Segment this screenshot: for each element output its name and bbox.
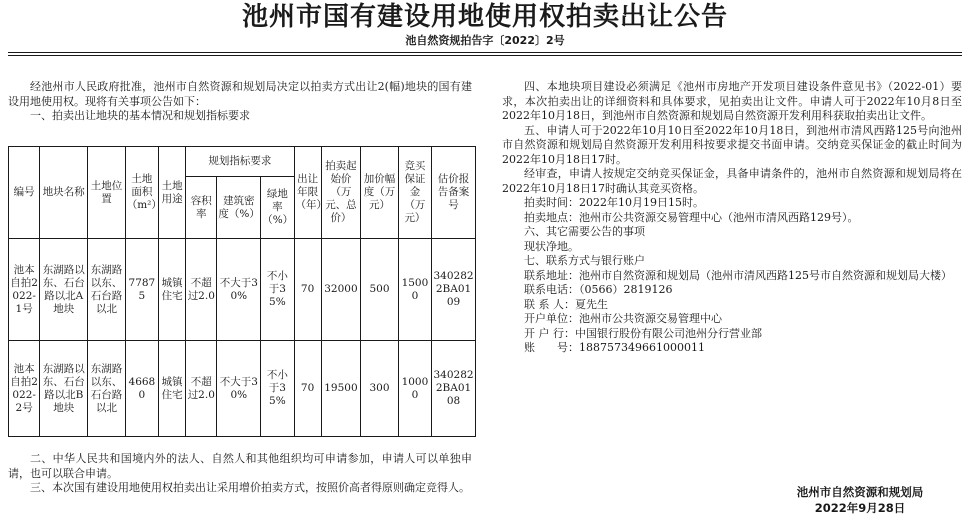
header-term: 出让年限（年） bbox=[294, 147, 321, 239]
signature-date: 2022年9月28日 bbox=[814, 501, 906, 515]
section-6-content: 现状净地。 bbox=[524, 239, 579, 253]
cell-no: 池本自拍2022-2号 bbox=[9, 341, 40, 437]
header-far: 容积率 bbox=[186, 177, 217, 239]
cell-use: 城镇住宅 bbox=[159, 341, 186, 437]
right-column bbox=[502, 80, 962, 356]
signature-org: 池州市自然资源和规划局 bbox=[796, 485, 924, 499]
cell-density: 不大于30% bbox=[217, 341, 261, 437]
auction-time: 拍卖时间：2022年10月19日15时。 bbox=[524, 196, 704, 209]
qualification-paragraph: 经审查，申请人按规定交纳竞买保证金，具备申请条件的，池州市自然资源和规划局将在2022年10月18日17时确认其竞买资格。 bbox=[502, 167, 962, 195]
cell-area: 77875 bbox=[125, 239, 158, 341]
header-planning-group: 规划指标要求 bbox=[186, 147, 294, 177]
auction-place: 拍卖地点：池州市公共资源交易管理中心（池州市清风西路129号）。 bbox=[524, 210, 859, 224]
cell-density: 不大于30% bbox=[217, 239, 261, 341]
land-parcel-table bbox=[8, 146, 476, 437]
cell-use: 城镇住宅 bbox=[159, 239, 186, 341]
bank-name: 开 户 行：中国银行股份有限公司池州分行营业部 bbox=[524, 326, 762, 340]
header-start-price: 拍卖起始价（万元、总价） bbox=[321, 147, 361, 239]
cell-term: 70 bbox=[294, 341, 321, 437]
cell-increment: 500 bbox=[361, 239, 399, 341]
header-rule-bottom bbox=[8, 55, 962, 56]
cell-far: 不超过2.0 bbox=[186, 239, 217, 341]
intro-column bbox=[8, 80, 472, 124]
header-area: 土地面积（m²） bbox=[125, 147, 158, 239]
cell-deposit: 10000 bbox=[398, 341, 431, 437]
header-location: 土地位置 bbox=[88, 147, 126, 239]
cell-start-price: 19500 bbox=[321, 341, 361, 437]
section-5-paragraph: 五、申请人可于2022年10月10日至2022年10月18日，到池州市清风西路125号向池州市自然资源和规划局自然资源开发利用科按要求提交书面申请。交纳竞买保证金的截止时间为2022年10月18日17时。 bbox=[502, 123, 962, 166]
account-unit: 开户单位：池州市公共资源交易管理中心 bbox=[524, 312, 722, 325]
contact-phone: 联系电话：（0566）2819126 bbox=[524, 283, 673, 296]
cell-area: 46680 bbox=[125, 341, 158, 437]
header-use: 土地用途 bbox=[159, 147, 186, 239]
section-3-paragraph: 三、本次国有建设用地使用权拍卖出让采用增价拍卖方式，按照价高者得原则确定竞得人。 bbox=[30, 481, 470, 494]
cell-increment: 300 bbox=[361, 341, 399, 437]
header-record: 估价报告备案号 bbox=[432, 147, 476, 239]
section-2-paragraph: 二、中华人民共和国境内外的法人、自然人和其他组织均可申请参加，申请人可以单独申请，也可以联合申请。 bbox=[8, 452, 472, 480]
cell-record: 3402822BA0109 bbox=[432, 239, 476, 341]
notice-title: 池州市国有建设用地使用权拍卖出让公告 bbox=[241, 2, 728, 32]
cell-record: 3402822BA0108 bbox=[432, 341, 476, 437]
section-1-heading: 一、拍卖出让地块的基本情况和规划指标要求 bbox=[30, 109, 250, 122]
header-density: 建筑密度（%） bbox=[217, 177, 261, 239]
contact-address: 联系地址：池州市自然资源和规划局（池州市清风西路125号市自然资源和规划局大楼） bbox=[524, 268, 952, 282]
cell-name: 东湖路以东、石台路以北B地块 bbox=[40, 341, 88, 437]
header-name: 地块名称 bbox=[40, 147, 88, 239]
header-rule-top bbox=[8, 52, 962, 53]
cell-location: 东湖路以东、石台路以北 bbox=[88, 239, 126, 341]
table-row bbox=[9, 239, 476, 341]
cell-name: 东湖路以东、石台路以北A地块 bbox=[40, 239, 88, 341]
account-number: 账 号：188757349661000011 bbox=[524, 341, 705, 354]
section-7-heading: 七、联系方式与银行账户 bbox=[524, 254, 645, 267]
contact-person: 联 系 人：夏先生 bbox=[524, 297, 608, 311]
cell-term: 70 bbox=[294, 239, 321, 341]
intro-paragraph: 经池州市人民政府批准，池州市自然资源和规划局决定以拍卖方式出让2(幅)地块的国有建设用地使用权。现将有关事项公告如下： bbox=[8, 80, 472, 108]
table-row bbox=[9, 341, 476, 437]
header-green: 绿地率（%） bbox=[261, 177, 294, 239]
notice-number: 池自然资规拍告字〔2022〕2号 bbox=[405, 34, 565, 47]
cell-no: 池本自拍2022-1号 bbox=[9, 239, 40, 341]
cell-deposit: 15000 bbox=[398, 239, 431, 341]
header-deposit: 竞买保证金（万元） bbox=[398, 147, 431, 239]
header-increment: 加价幅度（万元） bbox=[361, 147, 399, 239]
cell-green: 不小于35% bbox=[261, 341, 294, 437]
cell-green: 不小于35% bbox=[261, 239, 294, 341]
header-no: 编号 bbox=[9, 147, 40, 239]
section-4-paragraph: 四、本地块项目建设必须满足《池州市房地产开发项目建设条件意见书》（2022-01）要求，本次拍卖出让的详细资料和具体要求，见拍卖出让文件。申请人可于2022年10月8日至2022年10月18日，到池州市自然资源和规划局自然资源开发利用科获取拍卖出让文件。 bbox=[502, 80, 962, 122]
left-bottom-column bbox=[8, 452, 472, 496]
section-6-heading: 六、其它需要公告的事项 bbox=[524, 225, 645, 238]
cell-location: 东湖路以东、石台路以北 bbox=[88, 341, 126, 437]
cell-far: 不超过2.0 bbox=[186, 341, 217, 437]
cell-start-price: 32000 bbox=[321, 239, 361, 341]
